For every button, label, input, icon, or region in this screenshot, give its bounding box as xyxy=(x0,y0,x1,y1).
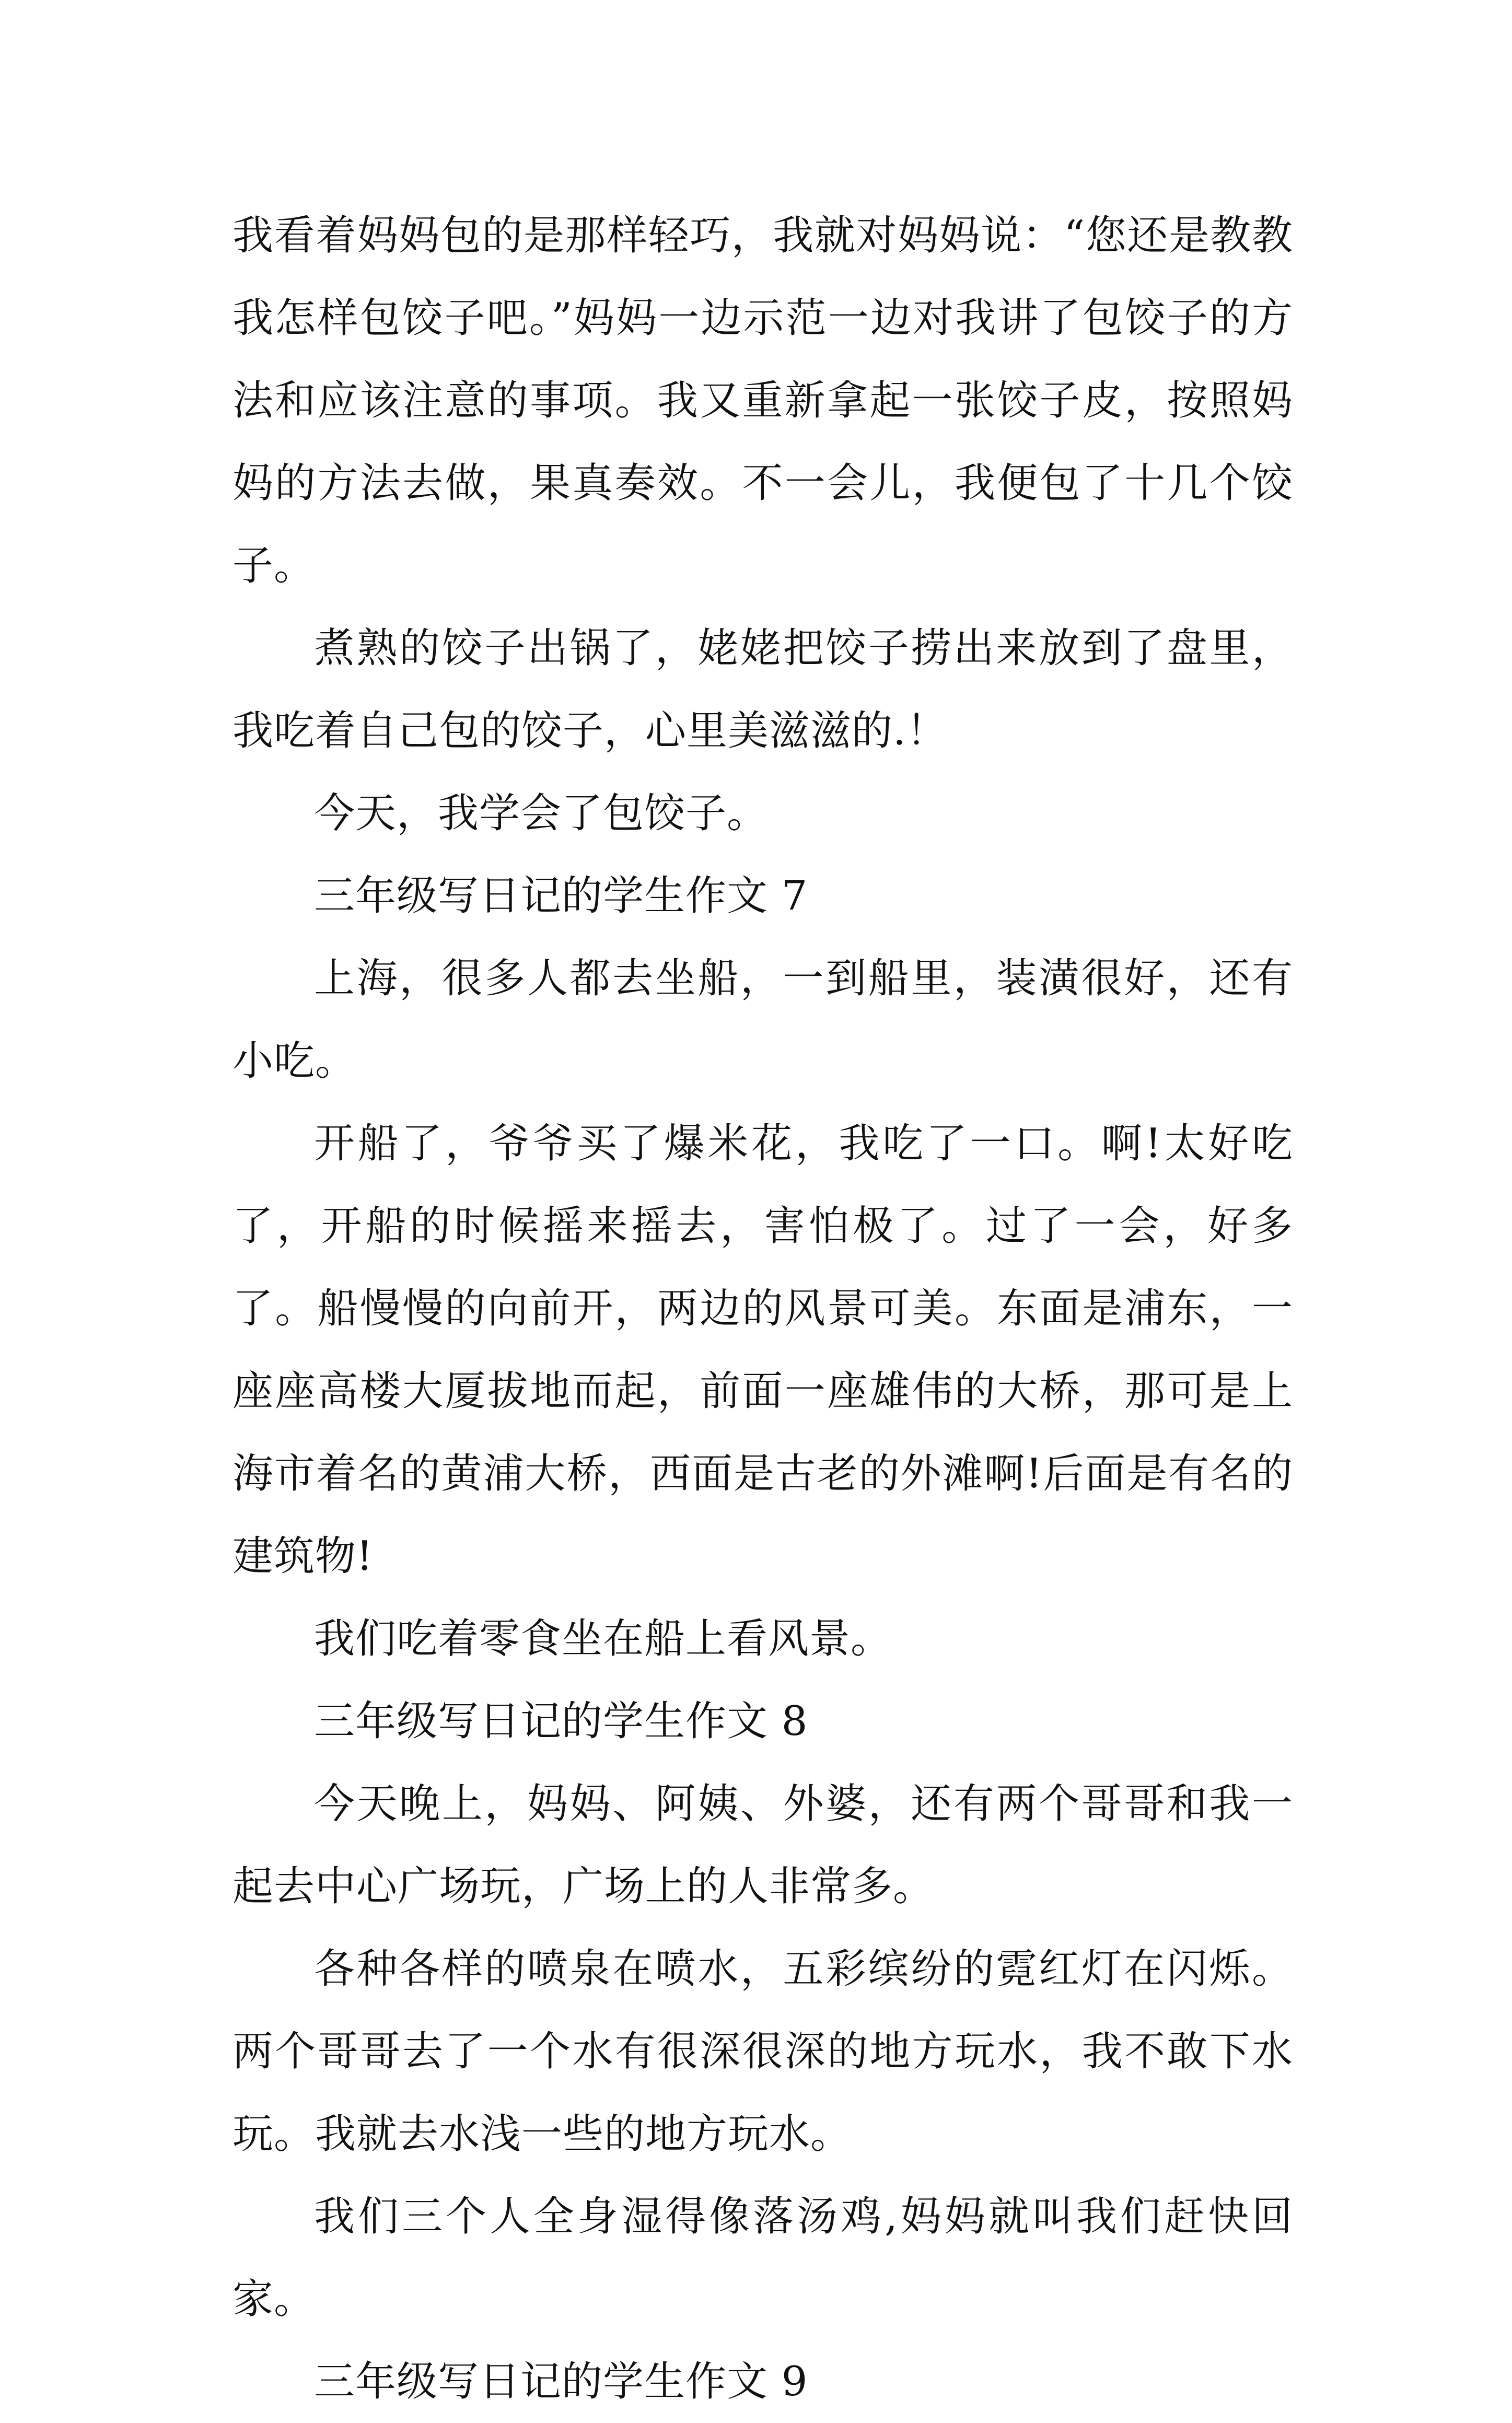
paragraph: 开船了，爷爷买了爆米花，我吃了一口。啊!太好吃了，开船的时候摇来摇去，害怕极了。过了一会，好多了。船慢慢的向前开，两边的风景可美。东面是浦东，一座座高楼大厦拔地而起，前面一座雄伟的大桥，那可是上海市着名的黄浦大桥，西面是古老的外滩啊!后面是有名的建筑物! xyxy=(232,1120,1293,1580)
section-heading: 三年级写日记的学生作文 7 xyxy=(314,872,808,919)
section-heading: 三年级写日记的学生作文 9 xyxy=(314,2358,808,2405)
paragraph: 今天晚上，妈妈、阿姨、外婆，还有两个哥哥和我一起去中心广场玩，广场上的人非常多。 xyxy=(232,1780,1293,1910)
paragraph: 今天，我学会了包饺子。 xyxy=(314,790,769,837)
paragraph: 煮熟的饺子出锅了，姥姥把饺子捞出来放到了盘里，我吃着自己包的饺子，心里美滋滋的.！ xyxy=(232,625,1293,754)
paragraph: 我们三个人全身湿得像落汤鸡,妈妈就叫我们赶快回家。 xyxy=(232,2193,1293,2323)
document-body xyxy=(232,194,1293,2423)
paragraph: 我们吃着零食坐在船上看风景。 xyxy=(314,1615,892,1662)
paragraph: 上海，很多人都去坐船，一到船里，装潢很好，还有小吃。 xyxy=(232,955,1293,1085)
paragraph: 各种各样的喷泉在喷水，五彩缤纷的霓红灯在闪烁。两个哥哥去了一个水有很深很深的地方玩水，我不敢下水玩。我就去水浅一些的地方玩水。 xyxy=(232,1946,1293,2158)
section-heading: 三年级写日记的学生作文 8 xyxy=(314,1698,808,1745)
paragraph: 我看着妈妈包的是那样轻巧，我就对妈妈说：“您还是教教我怎样包饺子吧。”妈妈一边示范一边对我讲了包饺子的方法和应该注意的事项。我又重新拿起一张饺子皮，按照妈妈的方法去做，果真奏效。不一会儿，我便包了十几个饺子。 xyxy=(232,212,1293,589)
